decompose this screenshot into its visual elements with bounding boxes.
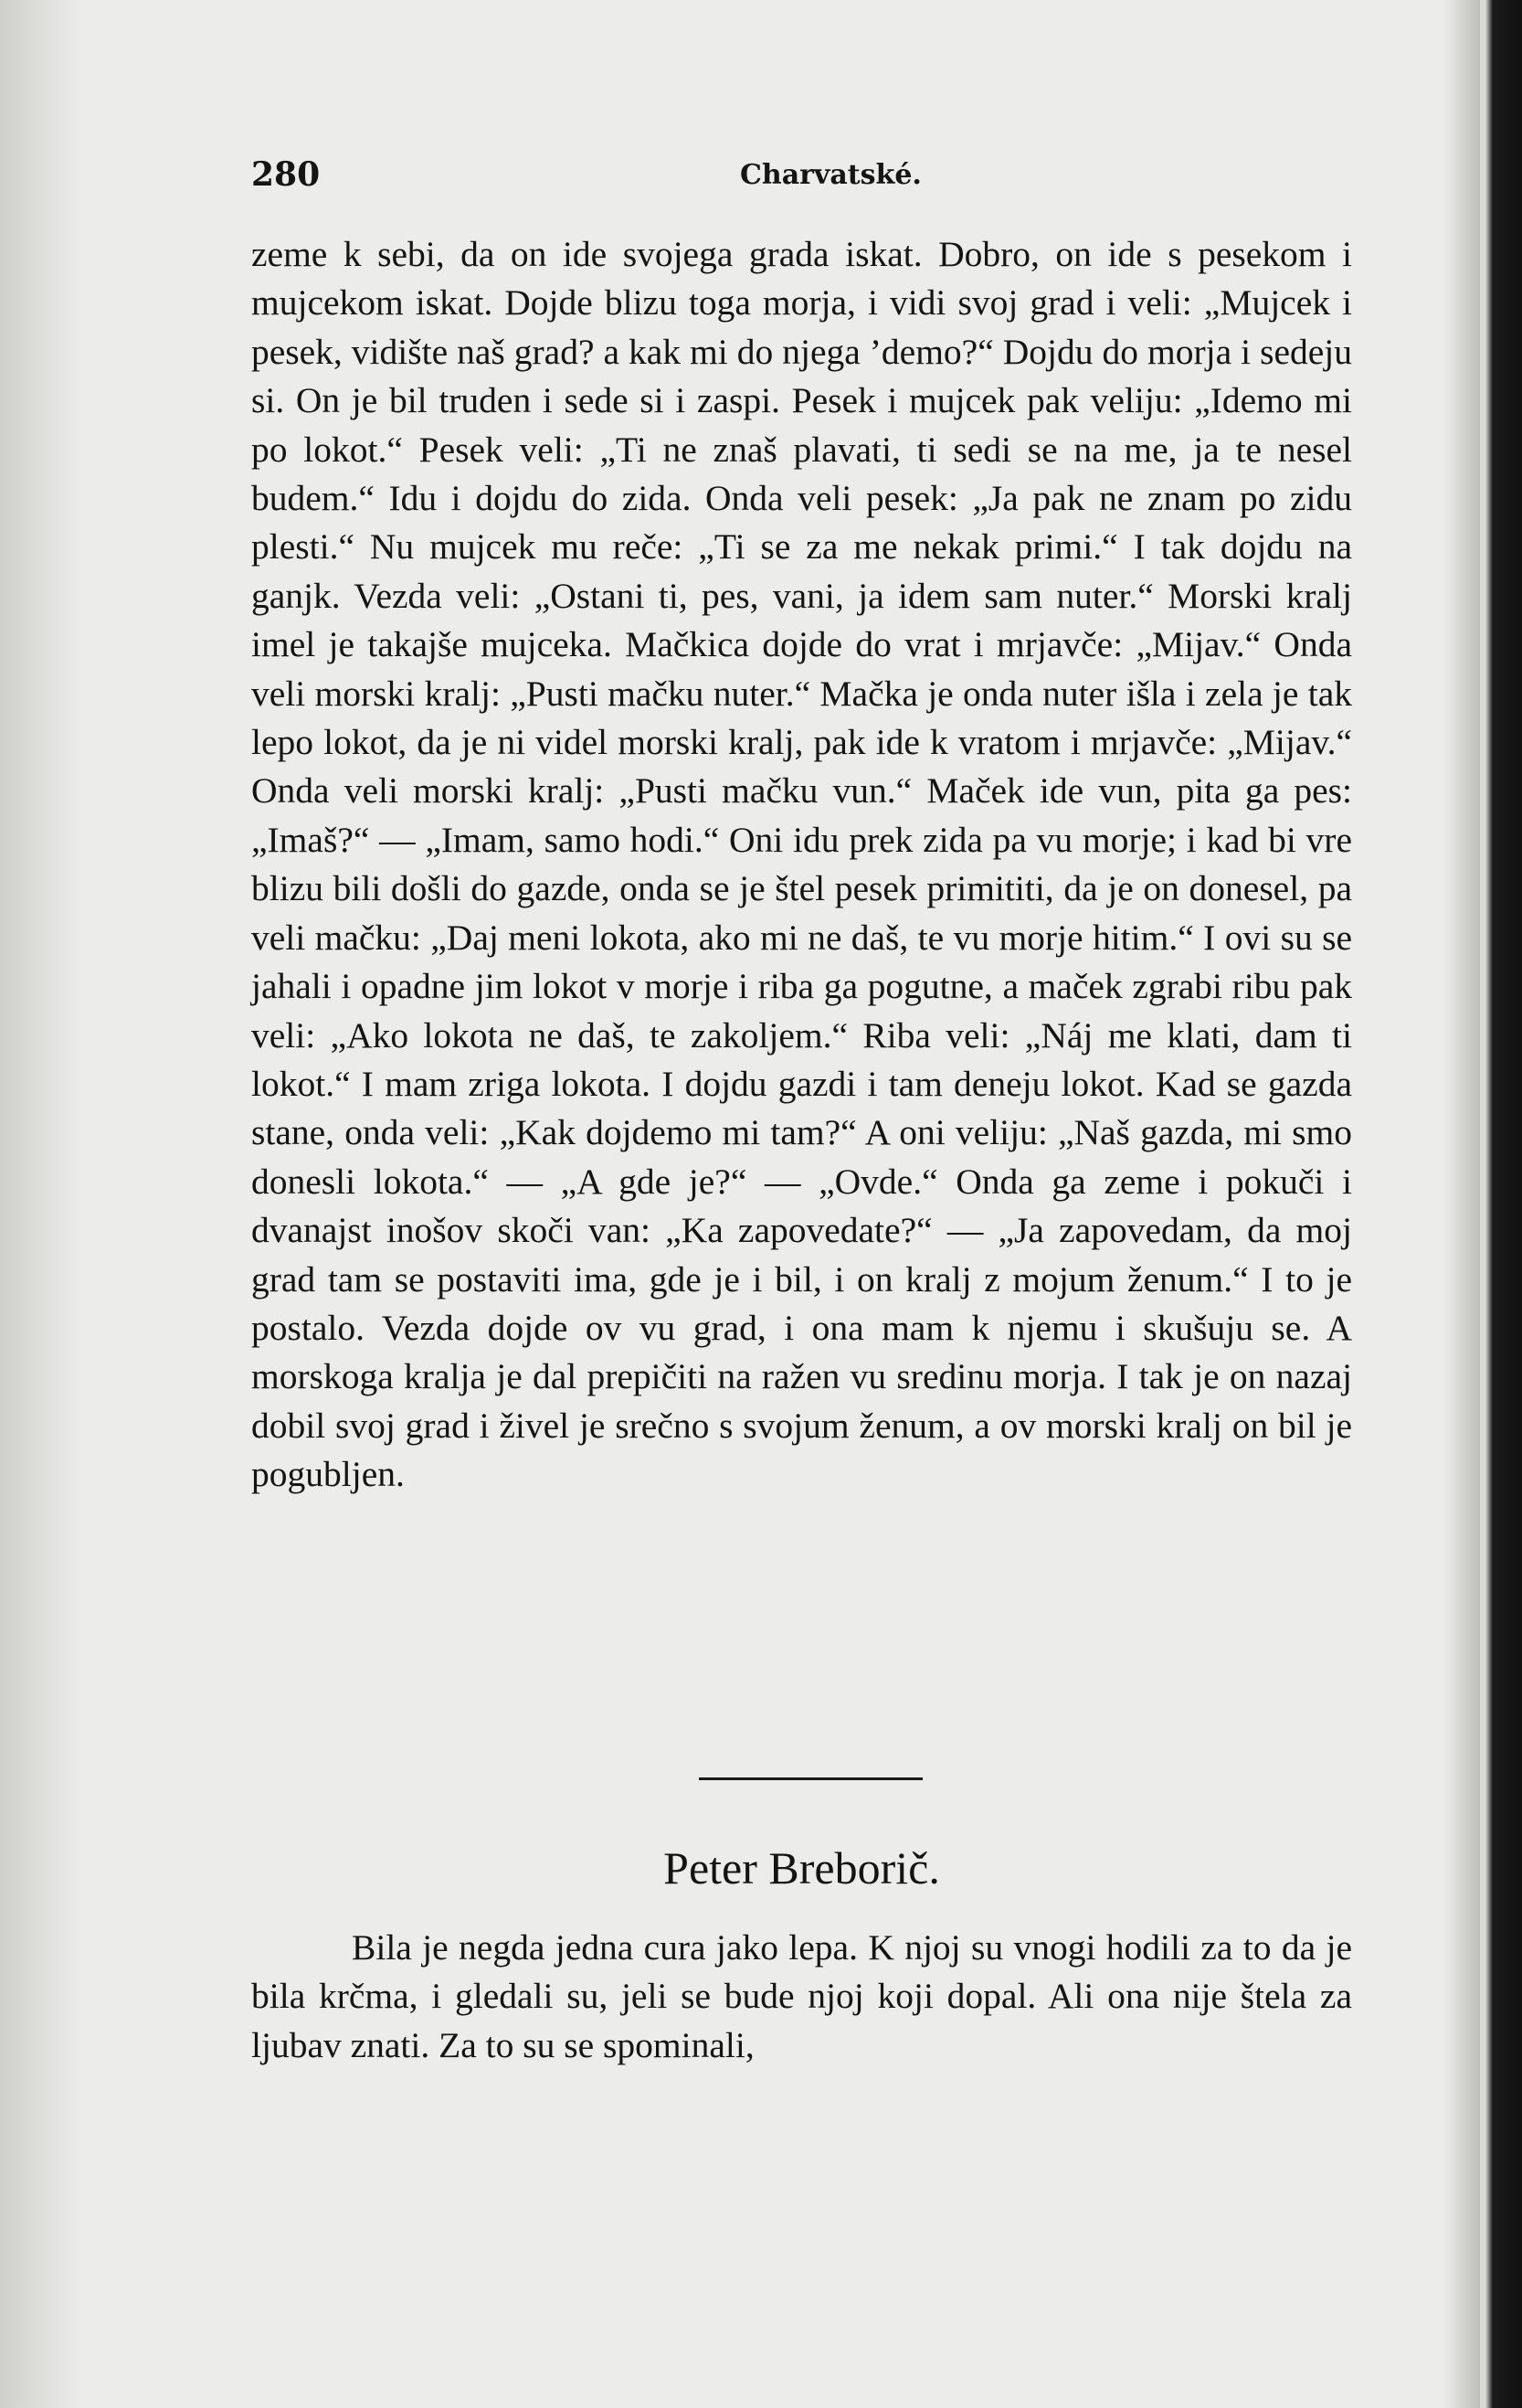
section-paragraph: Bila je negda jedna cura jako lepa. K njoj su vnogi hodili za to da je bila krčma, i gledali su, jeli se bude njoj koji dopal. Ali ona nije štela za ljubav znati. Za to su se spominali, (251, 1927, 1352, 2065)
section-title: Peter Breborič. (663, 1842, 940, 1894)
scan-edge (1480, 0, 1522, 2408)
section-divider (699, 1777, 923, 1780)
page-header (251, 155, 1393, 201)
story-continuation (251, 230, 1352, 1500)
story-paragraph: zeme k sebi, da on ide svojega grada iskat. Dobro, on ide s pesekom i mujcekom iskat. Dojde blizu toga morja, i vidi svoj grad i veli: „Mujcek i pesek, vidište naš grad? a kak mi do njega ’demo?“ Dojdu do morja i sedeju si. On je bil truden i sede si i zaspi. Pesek i mujcek pak veliju: „Idemo mi po lokot.“ Pesek veli: „Ti ne znaš plavati, ti sedi se na me, ja te nesel budem.“ Idu i dojdu do zida. Onda veli pesek: „Ja pak ne znam po zidu plesti.“ Nu mujcek mu reče: „Ti se za me nekak primi.“ I tak dojdu na ganjk. Vezda veli: „Ostani ti, pes, vani, ja idem sam nuter.“ Morski kralj imel je takajše mujceka. Mačkica dojde do vrat i mrjavče: „Mijav.“ Onda veli morski kralj: „Pusti mačku nuter.“ Mačka je onda nuter išla i zela je tak lepo lokot, da je ni videl morski kralj, pak ide k vratom i mrjavče: „Mijav.“ Onda veli morski kralj: „Pusti mačku vun.“ Maček ide vun, pita ga pes: „Imaš?“ — „Imam, samo hodi.“ Oni idu prek zida pa vu morje; i kad bi vre blizu bili došli do gazde, onda se je štel pesek primititi, da je on donesel, pa veli mačku: „Daj meni lokota, ako mi ne daš, te vu morje hitim.“ I ovi su se jahali i opadne jim lokot v morje i riba ga pogutne, a maček zgrabi ribu pak veli: „Ako lokota ne daš, te zakoljem.“ Riba veli: „Náj me klati, dam ti lokot.“ I mam zriga lokota. I dojdu gazdi i tam deneju lokot. Kad se gazda stane, onda veli: „Kak dojdemo mi tam?“ A oni veliju: „Naš gazda, mi smo donesli lokota.“ — „A gde je?“ — „Ovde.“ Onda ga zeme i pokuči i dvanajst inošov skoči van: „Ka zapovedate?“ — „Ja zapovedam, da moj grad tam se postaviti ima, gde je i bil, i on kralj z mojum ženum.“ I to je postalo. Vezda dojde ov vu grad, i ona mam k njemu i skušuju se. A morskoga kralja je dal prepičiti na ražen vu sredinu morja. I tak je on nazaj dobil svoj grad i živel je srečno s svojum ženum, a ov morski kralj on bil je pogubljen. (251, 234, 1352, 1495)
page-number: 280 (251, 155, 321, 194)
running-title: Charvatské. (740, 159, 922, 191)
section-body (251, 1924, 1352, 2070)
